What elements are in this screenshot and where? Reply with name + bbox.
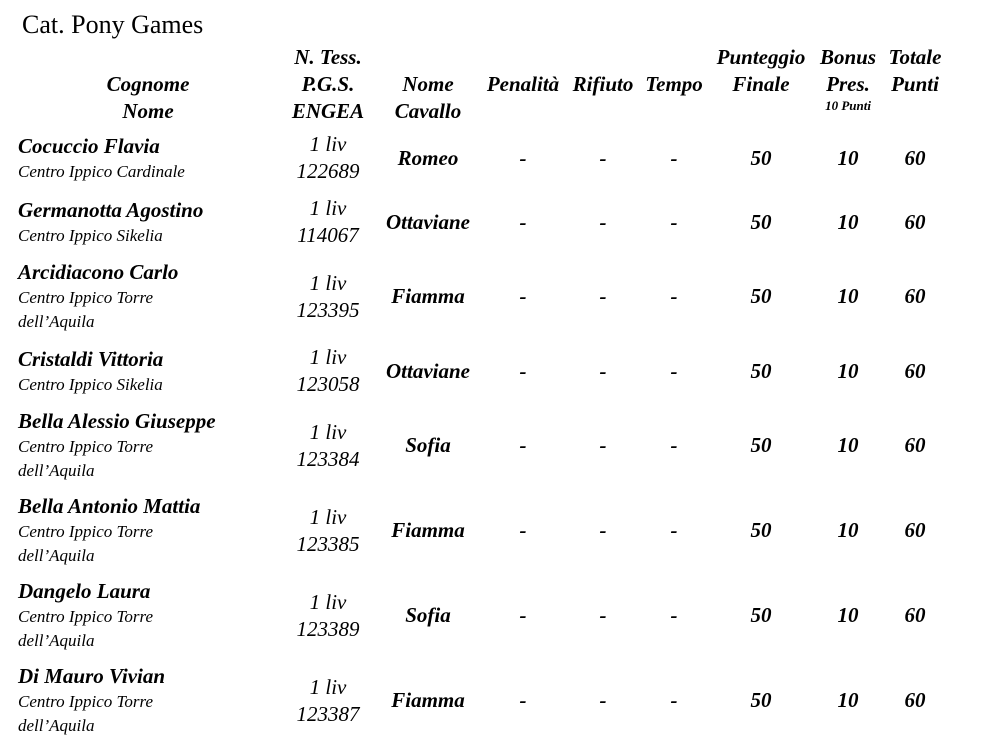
club-name: Centro Ippico Torre dell’Aquila: [18, 437, 154, 480]
header-tempo-label: Tempo: [645, 72, 703, 96]
horse-name: Romeo: [397, 145, 459, 170]
header-bonus-line-2: Pres.: [826, 72, 870, 96]
club-name: Centro Ippico Torre dell’Aquila: [18, 522, 154, 565]
rifiuto-value: -: [599, 284, 607, 308]
penalita-value: -: [519, 603, 527, 627]
bonus-value: 10: [837, 603, 859, 627]
rider-cell: [18, 657, 278, 742]
club-name: Centro Ippico Torre dell’Aquila: [18, 288, 154, 331]
header-tessera-line-2: P.G.S.: [301, 72, 355, 96]
rider-name: Germanotta Agostino: [18, 197, 204, 222]
bonus-value: 10: [837, 209, 859, 234]
tessera-level: 1 liv: [309, 196, 347, 220]
table-row: [18, 125, 946, 189]
rider-cell: [18, 402, 278, 487]
tessera-cell: [278, 189, 378, 253]
finale-value: 50: [750, 358, 772, 383]
tempo-value: -: [670, 518, 678, 542]
bonus-value: 10: [837, 284, 859, 308]
bonus-value: 10: [837, 688, 859, 712]
horse-name: Fiamma: [391, 518, 465, 542]
penalita-value: -: [519, 145, 527, 170]
tessera-level: 1 liv: [309, 589, 347, 614]
finale-value: 50: [750, 284, 772, 308]
tessera-number: 122689: [296, 159, 360, 183]
tempo-value: -: [670, 145, 678, 170]
rider-name: Cocuccio Flavia: [18, 133, 160, 158]
rider-name: Arcidiacono Carlo: [18, 260, 179, 284]
header-tessera: [278, 44, 378, 125]
table-row: [18, 338, 946, 402]
tessera-level: 1 liv: [309, 504, 347, 529]
totale-value: 60: [904, 518, 926, 542]
rider-cell: [18, 572, 278, 657]
table-row: [18, 402, 946, 487]
rifiuto-value: -: [599, 688, 607, 712]
totale-value: 60: [904, 209, 926, 234]
finale-value: 50: [750, 603, 772, 627]
horse-name: Sofia: [405, 433, 451, 457]
penalita-value: -: [519, 284, 527, 308]
header-tempo: [638, 44, 710, 125]
rider-name: Cristaldi Vittoria: [18, 346, 164, 371]
results-table: [18, 44, 946, 742]
club-name: Centro Ippico Torre dell’Aquila: [18, 607, 154, 650]
totale-value: 60: [904, 358, 926, 383]
totale-value: 60: [904, 284, 926, 308]
rifiuto-value: -: [599, 209, 607, 234]
horse-name: Fiamma: [391, 284, 465, 308]
header-nome: Nome: [122, 99, 174, 123]
header-totale-line-1: Totale: [888, 45, 942, 69]
header-bonus-line-1: Bonus: [819, 45, 877, 69]
finale-value: 50: [750, 688, 772, 712]
penalita-value: -: [519, 518, 527, 542]
header-finale-line-2: Finale: [732, 72, 790, 96]
tessera-number: 114067: [297, 223, 359, 247]
tessera-number: 123387: [296, 701, 360, 726]
tessera-number: 123395: [296, 297, 360, 322]
tessera-number: 123389: [296, 616, 360, 641]
tessera-level: 1 liv: [309, 132, 347, 156]
finale-value: 50: [750, 209, 772, 234]
tessera-number: 123385: [296, 531, 360, 556]
header-totale-punti: [884, 44, 946, 125]
rider-cell: [18, 189, 278, 253]
page-title: Cat. Pony Games: [22, 10, 204, 39]
header-penalita-label: Penalità: [486, 72, 560, 96]
header-totale-line-2: Punti: [891, 72, 939, 96]
table-row: [18, 657, 946, 742]
finale-value: 50: [750, 518, 772, 542]
header-bonus-note: 10 Punti: [825, 98, 871, 113]
club-name: Centro Ippico Sikelia: [18, 374, 163, 394]
horse-name: Sofia: [405, 603, 451, 627]
header-rifiuto: [568, 44, 638, 125]
totale-value: 60: [904, 433, 926, 457]
tessera-level: 1 liv: [309, 674, 347, 699]
tessera-cell: [278, 338, 378, 402]
rifiuto-value: -: [599, 518, 607, 542]
penalita-value: -: [519, 209, 527, 234]
header-tessera-line-3: ENGEA: [291, 99, 365, 123]
tempo-value: -: [670, 358, 678, 383]
tessera-number: 123058: [296, 372, 360, 396]
bonus-value: 10: [837, 358, 859, 383]
header-punteggio-finale: [710, 44, 812, 125]
finale-value: 50: [750, 433, 772, 457]
header-finale-line-1: Punteggio: [716, 45, 806, 69]
header-nome-cavallo: [378, 44, 478, 125]
rider-name: Di Mauro Vivian: [18, 664, 166, 688]
tempo-value: -: [670, 688, 678, 712]
bonus-value: 10: [837, 145, 859, 170]
club-name: Centro Ippico Torre dell’Aquila: [18, 692, 154, 735]
header-penalita: [478, 44, 568, 125]
tessera-cell: [278, 657, 378, 742]
rider-cell: [18, 338, 278, 402]
tessera-cell: [278, 253, 378, 338]
finale-value: 50: [750, 145, 772, 170]
club-name: Centro Ippico Sikelia: [18, 225, 163, 245]
tessera-cell: [278, 125, 378, 189]
tessera-cell: [278, 572, 378, 657]
header-tessera-line-1: N. Tess.: [294, 45, 362, 69]
totale-value: 60: [904, 688, 926, 712]
table-row: [18, 487, 946, 572]
rider-cell: [18, 253, 278, 338]
totale-value: 60: [904, 145, 926, 170]
club-name: Centro Ippico Cardinale: [18, 161, 185, 181]
penalita-value: -: [519, 433, 527, 457]
header-horse-line-1: Nome: [402, 72, 454, 96]
rifiuto-value: -: [599, 145, 607, 170]
rifiuto-value: -: [599, 603, 607, 627]
table-row: [18, 189, 946, 253]
tessera-number: 123384: [296, 446, 360, 471]
table-body: [18, 125, 946, 742]
header-bonus: [812, 44, 884, 125]
bonus-value: 10: [837, 433, 859, 457]
tempo-value: -: [670, 603, 678, 627]
rifiuto-value: -: [599, 433, 607, 457]
header-horse-line-2: Cavallo: [394, 99, 462, 123]
tessera-level: 1 liv: [309, 419, 347, 444]
horse-name: Fiamma: [391, 688, 465, 712]
rifiuto-value: -: [599, 358, 607, 383]
table-header: [18, 44, 946, 125]
rider-name: Bella Antonio Mattia: [18, 494, 201, 518]
tessera-cell: [278, 402, 378, 487]
horse-name: Ottaviane: [386, 358, 470, 383]
penalita-value: -: [519, 688, 527, 712]
rider-cell: [18, 487, 278, 572]
tempo-value: -: [670, 433, 678, 457]
tempo-value: -: [670, 284, 678, 308]
tessera-level: 1 liv: [309, 270, 347, 295]
tessera-level: 1 liv: [309, 345, 347, 369]
tempo-value: -: [670, 209, 678, 234]
tessera-cell: [278, 487, 378, 572]
totale-value: 60: [904, 603, 926, 627]
table-row: [18, 253, 946, 338]
rider-cell: [18, 125, 278, 189]
horse-name: Ottaviane: [386, 209, 470, 234]
bonus-value: 10: [837, 518, 859, 542]
header-row: [18, 44, 946, 125]
rider-name: Bella Alessio Giuseppe: [18, 409, 216, 433]
header-cognome-nome: [18, 44, 278, 125]
header-rifiuto-label: Rifiuto: [572, 72, 634, 96]
header-cognome: Cognome: [106, 72, 190, 96]
table-row: [18, 572, 946, 657]
penalita-value: -: [519, 358, 527, 383]
rider-name: Dangelo Laura: [18, 579, 151, 603]
